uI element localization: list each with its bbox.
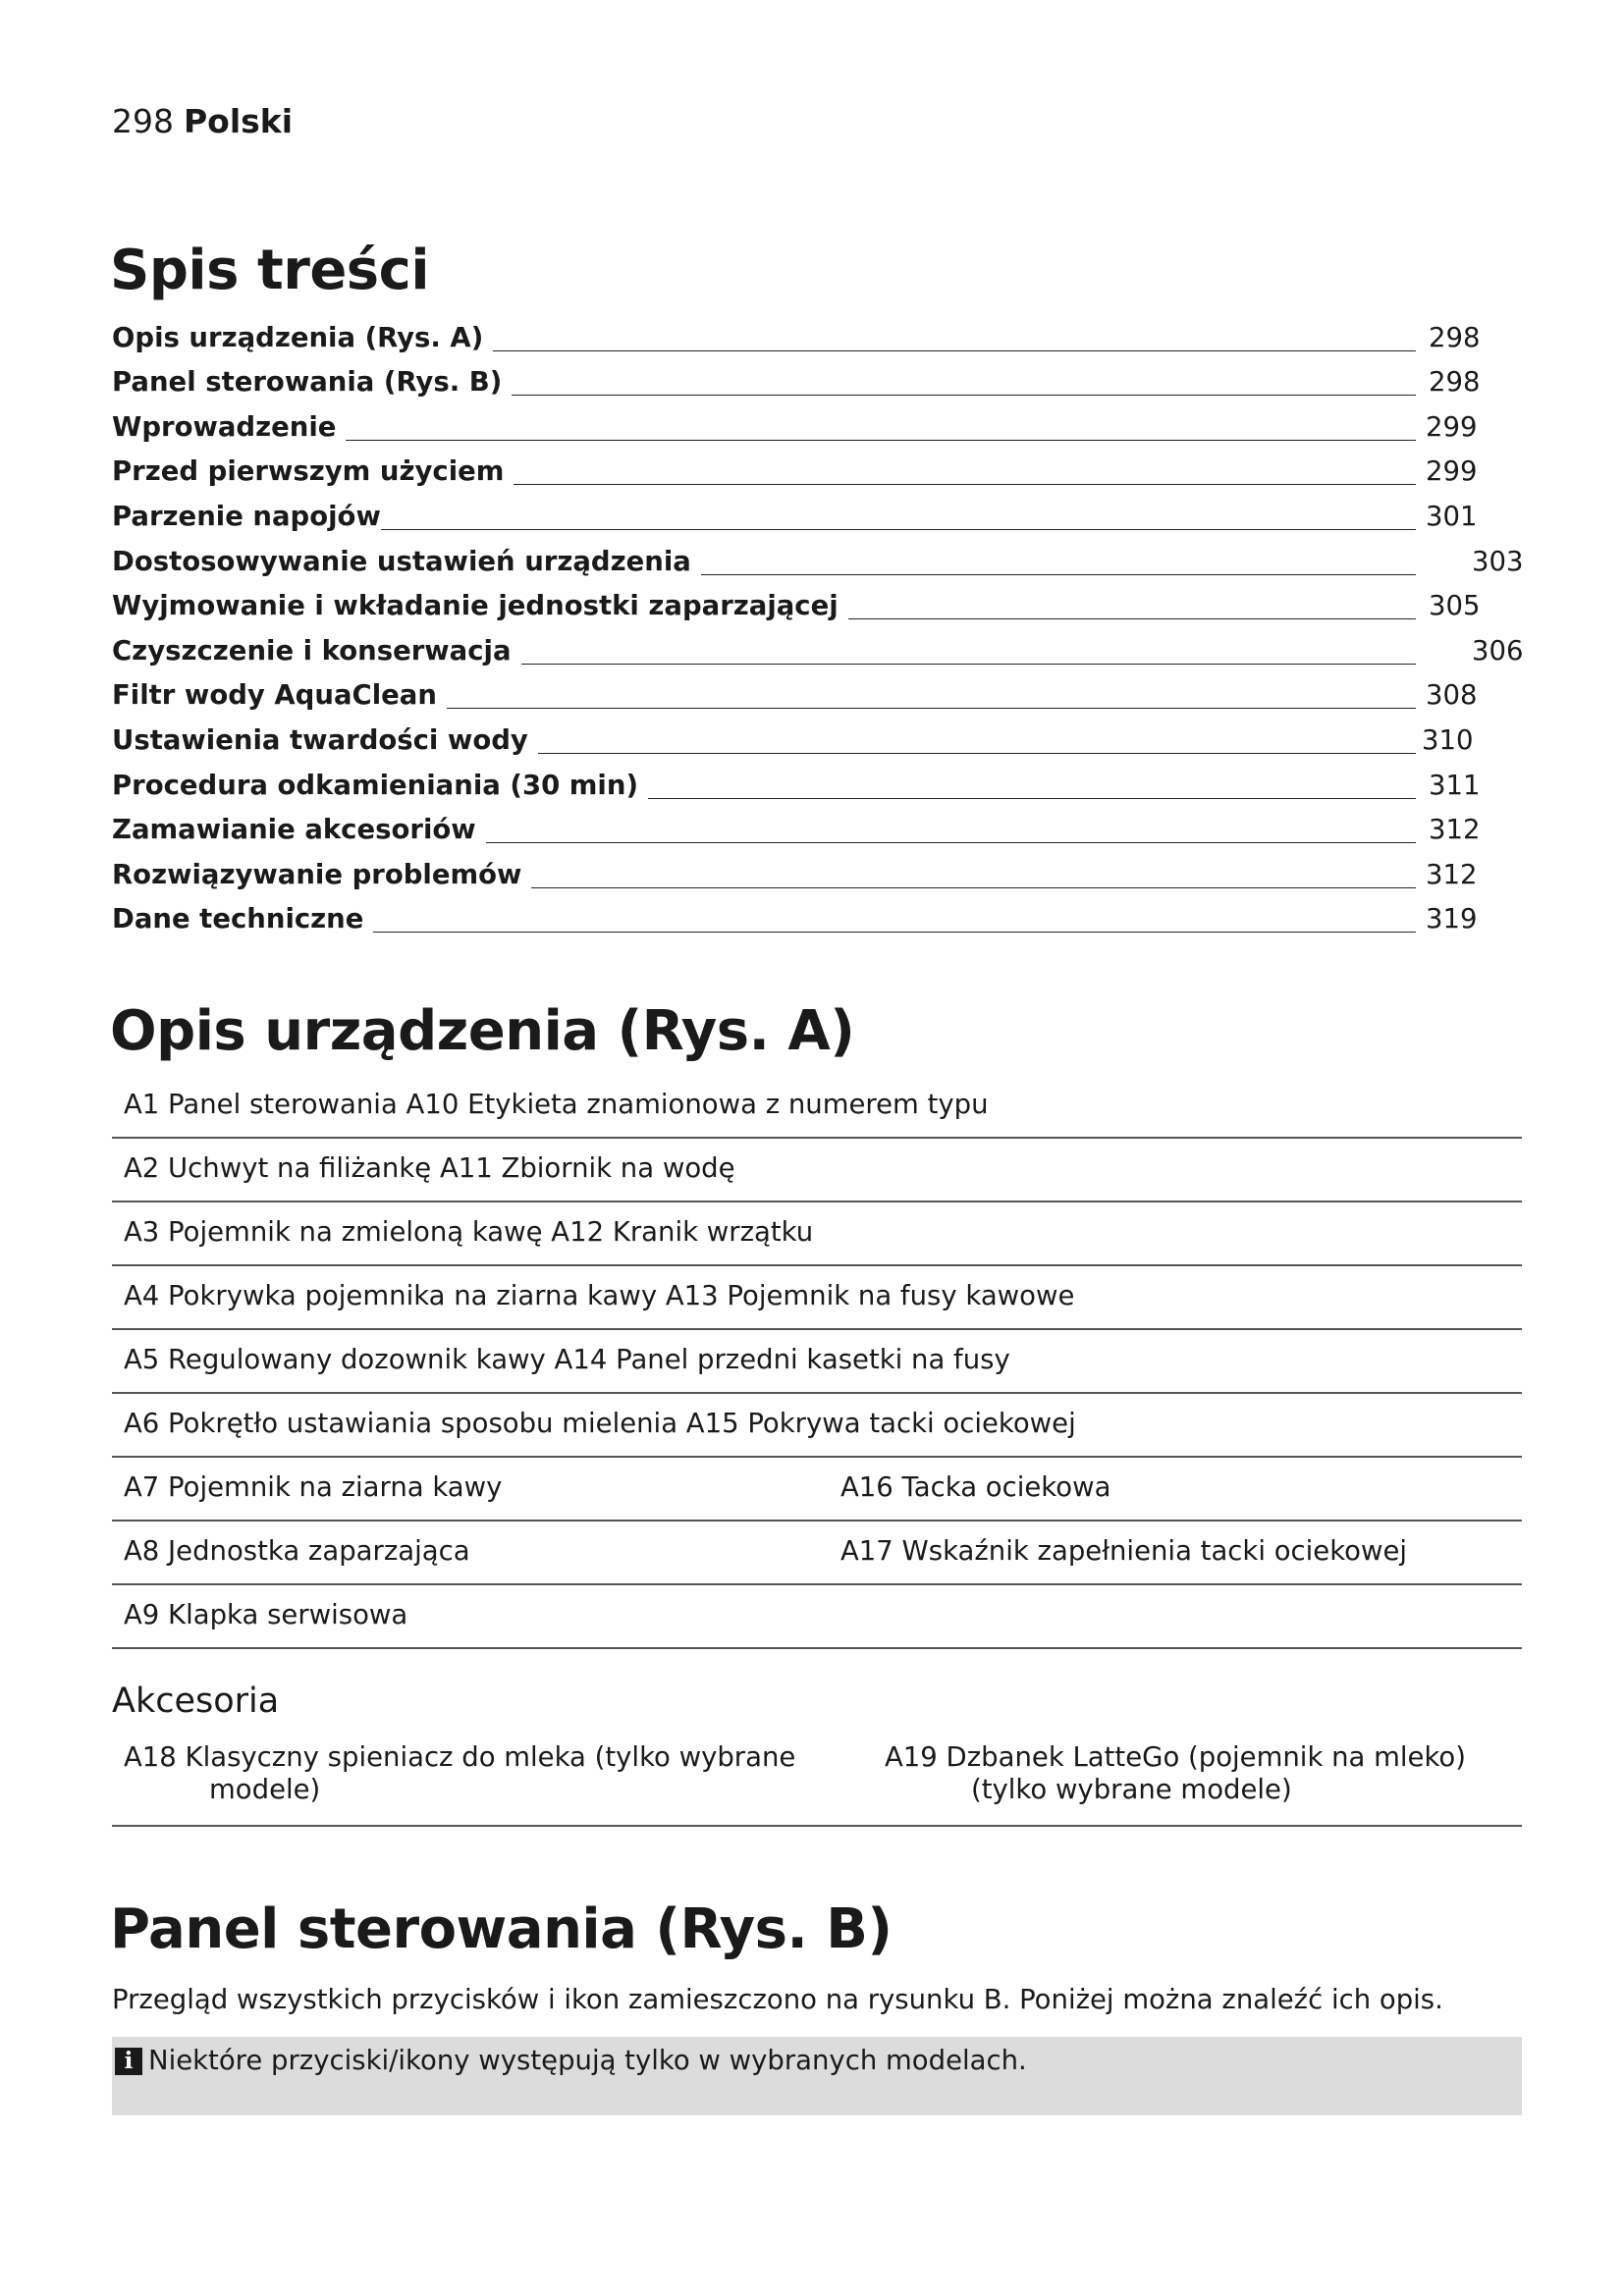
toc-entry[interactable]: Przed pierwszym użyciem 299: [112, 455, 1478, 488]
device-heading: Opis urządzenia (Rys. A): [110, 999, 855, 1063]
table-row: A2 Uchwyt na filiżankę A11 Zbiornik na wodę: [112, 1139, 1522, 1202]
table-row: A1 Panel sterowania A10 Etykieta znamionowa z numerem typu: [112, 1075, 1522, 1139]
table-row: A9 Klapka serwisowa: [112, 1585, 1522, 1649]
page-number: 298: [112, 102, 174, 140]
info-note: [112, 2037, 1522, 2115]
toc-entry[interactable]: Dostosowywanie ustawień urządzenia 303: [112, 545, 1524, 577]
table-row: A3 Pojemnik na zmieloną kawę A12 Kranik wrzątku: [112, 1202, 1522, 1266]
control-panel-heading: Panel sterowania (Rys. B): [110, 1897, 893, 1961]
device-parts-table: [112, 1075, 1522, 1649]
info-icon: i: [115, 2048, 142, 2075]
accessories-heading: Akcesoria: [112, 1682, 280, 1721]
table-of-contents: [112, 316, 1524, 942]
section-language: Polski: [184, 102, 294, 140]
info-note-text: Niektóre przyciski/ikony występują tylko w wybranych modelach.: [148, 2045, 1027, 2076]
toc-entry[interactable]: Opis urządzenia (Rys. A) 298: [112, 321, 1481, 353]
control-panel-intro: Przegląd wszystkich przycisków i ikon zamieszczono na rysunku B. Poniżej można znaleźć ich opis.: [112, 1984, 1443, 2015]
accessory-item: A19 Dzbanek LatteGo (pojemnik na mleko) (tylko wybrane modele): [885, 1741, 1466, 1805]
toc-heading: Spis treści: [110, 239, 430, 302]
table-row: A8 Jednostka zaparzająca A17 Wskaźnik zapełnienia tacki ociekowej: [112, 1522, 1522, 1585]
accessory-item: A18 Klasyczny spieniacz do mleka (tylko wybrane modele): [124, 1741, 796, 1805]
toc-entry[interactable]: Wprowadzenie 299: [112, 410, 1478, 443]
toc-entry[interactable]: Panel sterowania (Rys. B) 298: [112, 366, 1481, 399]
toc-entry[interactable]: Parzenie napojów 301: [112, 500, 1478, 532]
toc-entry[interactable]: Zamawianie akcesoriów 312: [112, 814, 1481, 846]
toc-entry[interactable]: Rozwiązywanie problemów 312: [112, 858, 1478, 890]
toc-entry[interactable]: Dane techniczne 319: [112, 903, 1478, 935]
table-row: A5 Regulowany dozownik kawy A14 Panel przedni kasetki na fusy: [112, 1330, 1522, 1394]
toc-entry[interactable]: Filtr wody AquaClean 308: [112, 679, 1478, 712]
page-header: [112, 102, 293, 140]
toc-entry[interactable]: Ustawienia twardości wody 310: [112, 723, 1474, 756]
table-row: A4 Pokrywka pojemnika na ziarna kawy A13 Pojemnik na fusy kawowe: [112, 1266, 1522, 1330]
table-row: A7 Pojemnik na ziarna kawy A16 Tacka ociekowa: [112, 1458, 1522, 1522]
toc-entry[interactable]: Procedura odkamieniania (30 min) 311: [112, 769, 1481, 801]
accessories-table: [112, 1737, 1522, 1827]
toc-entry[interactable]: Czyszczenie i konserwacja 306: [112, 634, 1524, 667]
toc-entry[interactable]: Wyjmowanie i wkładanie jednostki zaparzającej 305: [112, 590, 1481, 622]
table-row: A6 Pokrętło ustawiania sposobu mielenia A15 Pokrywa tacki ociekowej: [112, 1394, 1522, 1458]
